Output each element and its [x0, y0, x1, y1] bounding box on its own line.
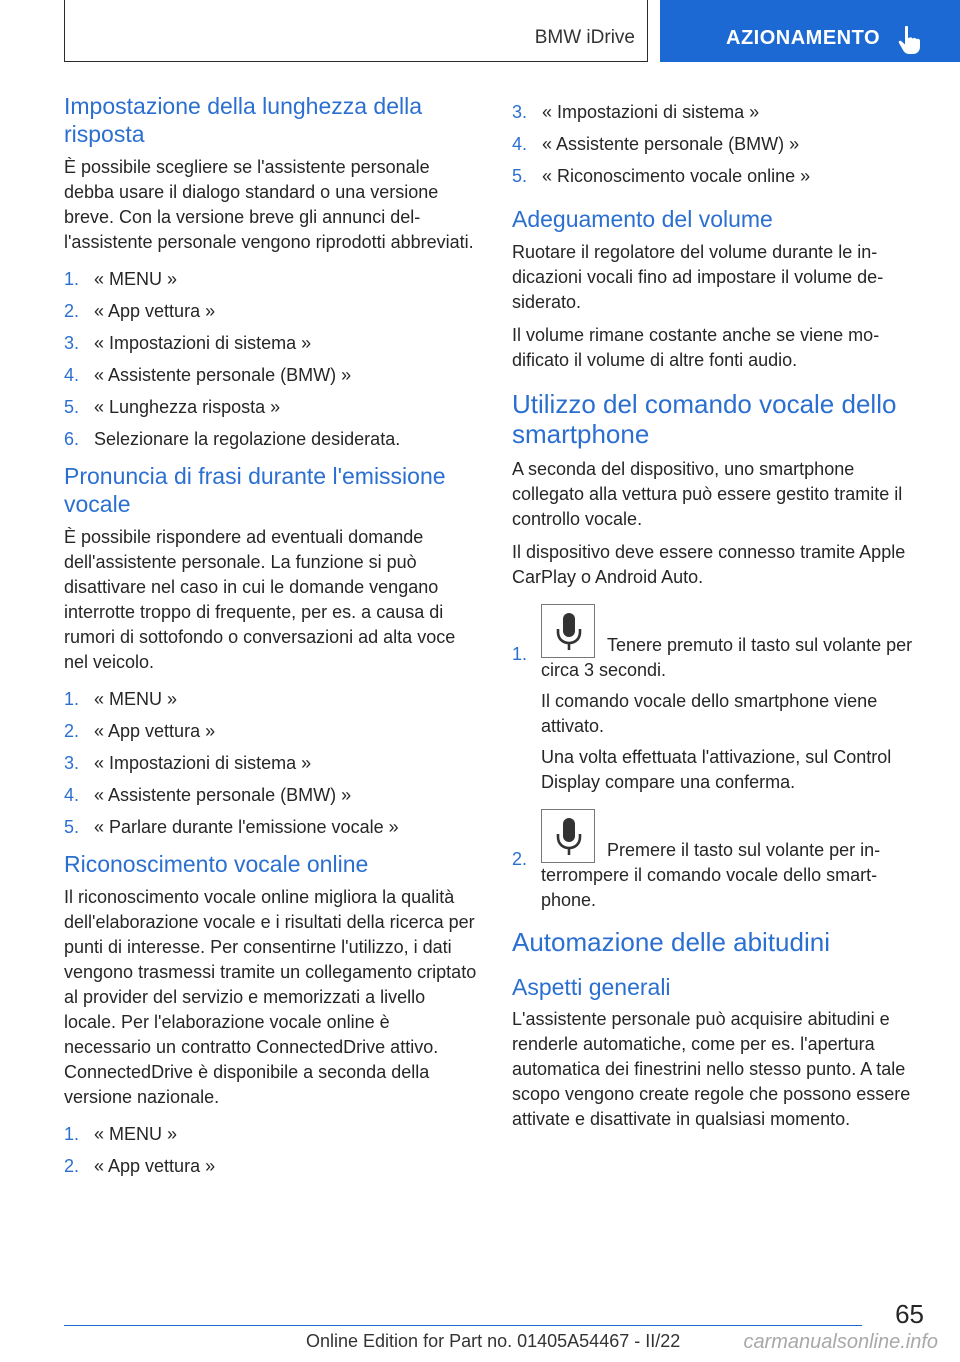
section-online-recognition: [64, 850, 478, 1179]
step-item: [64, 267, 478, 292]
header-section-title: AZIONAMENTO: [726, 27, 881, 49]
microphone-icon: [541, 604, 595, 658]
footer-edition: Online Edition for Part no. 01405A54467 - II/22: [306, 1331, 681, 1351]
step-text: « App vettura »: [94, 721, 216, 741]
step-number: 1.: [64, 1124, 80, 1144]
section-paragraph: A seconda del dispositivo, uno smartphone collegato alla vettura può essere gestito tramite il controllo vocale.: [512, 459, 903, 529]
section-paragraph: Il volume rimane costante anche se viene modificato il volume di altre fonti audio.: [512, 325, 880, 370]
section-smartphone-voice: [512, 389, 924, 913]
step-number: 2.: [64, 721, 80, 741]
section-title: Utilizzo del comando vocale dello smartphone: [512, 389, 897, 449]
section-title: Pronuncia di frasi durante l'emissione vocale: [64, 463, 446, 517]
section-speak-during-output: [64, 462, 478, 840]
watermark: carmanualsonline.info: [743, 1331, 938, 1353]
hand-pointer-icon: [896, 25, 924, 55]
section-title: Impostazione della lunghezza della risposta: [64, 93, 423, 147]
step-sub-text: Il comando vocale dello smartphone viene attivato.: [541, 691, 878, 736]
step-text: « Impostazioni di sistema »: [94, 753, 312, 773]
step-item: [64, 719, 478, 744]
step-text: « App vettura »: [94, 301, 216, 321]
section-paragraph: L'assistente personale può acquisire abitudini e renderle automatiche, come per es. l'apertura automatica dei finestrini nello stesso punto. A tale scopo vengono create regole che possono essere attivate e disattivate in qualsiasi momento.: [512, 1009, 911, 1129]
section-subtitle: Aspetti generali: [512, 974, 671, 1000]
step-item: [512, 604, 924, 795]
section-response-length: [64, 92, 478, 452]
step-item: [512, 809, 924, 913]
header-section-tab: [660, 0, 960, 62]
step-number: 5.: [64, 397, 80, 417]
step-item: [64, 427, 478, 452]
left-column: [64, 92, 478, 1186]
step-item: [64, 331, 478, 356]
step-item: [64, 363, 478, 388]
step-number: 5.: [64, 817, 80, 837]
section-title: Automazione delle abitudini: [512, 927, 830, 957]
step-sub-text: Una volta effettuata l'attivazione, sul Control Display compare una conferma.: [541, 747, 892, 792]
step-number: 4.: [64, 365, 80, 385]
step-number: 3.: [64, 753, 80, 773]
step-number: 2.: [64, 1156, 80, 1176]
step-number: 4.: [64, 785, 80, 805]
step-text: « MENU »: [94, 1124, 178, 1144]
step-list: [64, 1122, 478, 1179]
step-text: « Impostazioni di sistema »: [94, 333, 312, 353]
step-text: « MENU »: [94, 689, 178, 709]
step-item: [64, 687, 478, 712]
step-list: [64, 267, 478, 452]
step-number: 2.: [512, 849, 528, 869]
step-number: 2.: [64, 301, 80, 321]
step-number: 3.: [512, 102, 528, 122]
step-item: [512, 164, 924, 189]
section-title: Adeguamento del volume: [512, 206, 773, 232]
section-paragraph: Ruotare il regolatore del volume durante le indicazioni vocali fino ad impostare il volume desiderato.: [512, 242, 884, 312]
section-volume: [512, 205, 924, 373]
step-item: [64, 1122, 478, 1147]
step-number: 1.: [512, 644, 528, 664]
section-habit-automation: [512, 927, 924, 1132]
step-item: [512, 100, 924, 125]
step-text: Selezionare la regolazione desiderata.: [94, 429, 401, 449]
step-text: Tenere premuto il tasto sul volante per circa 3 secondi.: [541, 635, 913, 680]
step-text: « Assistente personale (BMW) »: [94, 785, 352, 805]
section-paragraph: Il dispositivo deve essere connesso tramite Apple CarPlay o Android Auto.: [512, 542, 906, 587]
step-number: 6.: [64, 429, 80, 449]
step-item: [64, 395, 478, 420]
step-item: [64, 815, 478, 840]
section-paragraph: Il riconoscimento vocale online migliora la qualità dell'elaborazione vocale e i risultati della ricerca per punti di interesse. Per consentirne l'utilizzo, i dati vengono trasmessi tramite un collegamento criptato al provider del servizio e memorizzati a livello locale. Per l'elaborazione vocale online è necessario un contratto ConnectedDrive attivo. ConnectedDrive è disponibile a seconda della versione nazionale.: [64, 887, 477, 1107]
step-text: « Assistente personale (BMW) »: [94, 365, 352, 385]
step-list-continued: [512, 100, 924, 189]
header-brand: BMW iDrive: [534, 27, 635, 48]
footer-divider: [64, 1325, 862, 1326]
section-paragraph: È possibile scegliere se l'assistente personale debba usare il dialogo standard o una versione breve. Con la versione breve gli annunci dell'assistente personale vengono riprodotti abbreviati.: [64, 157, 474, 252]
step-text: « Riconoscimento vocale online »: [542, 166, 811, 186]
step-number: 3.: [64, 333, 80, 353]
step-item: [64, 783, 478, 808]
step-text: « MENU »: [94, 269, 178, 289]
step-item: [64, 751, 478, 776]
section-paragraph: È possibile rispondere ad eventuali domande dell'assistente personale. La funzione si può disattivare nel caso in cui le domande vengano interrotte troppo di frequente, per es. a causa di rumori di sottofondo o conversazioni ad alta voce nel veicolo.: [64, 527, 456, 672]
step-text: « Assistente personale (BMW) »: [542, 134, 800, 154]
step-number: 1.: [64, 689, 80, 709]
right-column: [512, 92, 924, 1140]
step-list: [64, 687, 478, 840]
icon-step-list: [512, 604, 924, 913]
step-number: 4.: [512, 134, 528, 154]
header-frame: [64, 0, 648, 62]
step-text: « Lunghezza risposta »: [94, 397, 281, 417]
step-item: [64, 299, 478, 324]
step-text: « Parlare durante l'emissione vocale »: [94, 817, 399, 837]
microphone-icon: [541, 809, 595, 863]
page-number: 65: [895, 1299, 924, 1329]
step-number: 5.: [512, 166, 528, 186]
section-title: Riconoscimento vocale online: [64, 851, 369, 877]
step-text: Premere il tasto sul volante per interrompere il comando vocale dello smartphone.: [541, 840, 881, 910]
step-text: « App vettura »: [94, 1156, 216, 1176]
step-item: [512, 132, 924, 157]
step-item: [64, 1154, 478, 1179]
step-number: 1.: [64, 269, 80, 289]
step-text: « Impostazioni di sistema »: [542, 102, 760, 122]
